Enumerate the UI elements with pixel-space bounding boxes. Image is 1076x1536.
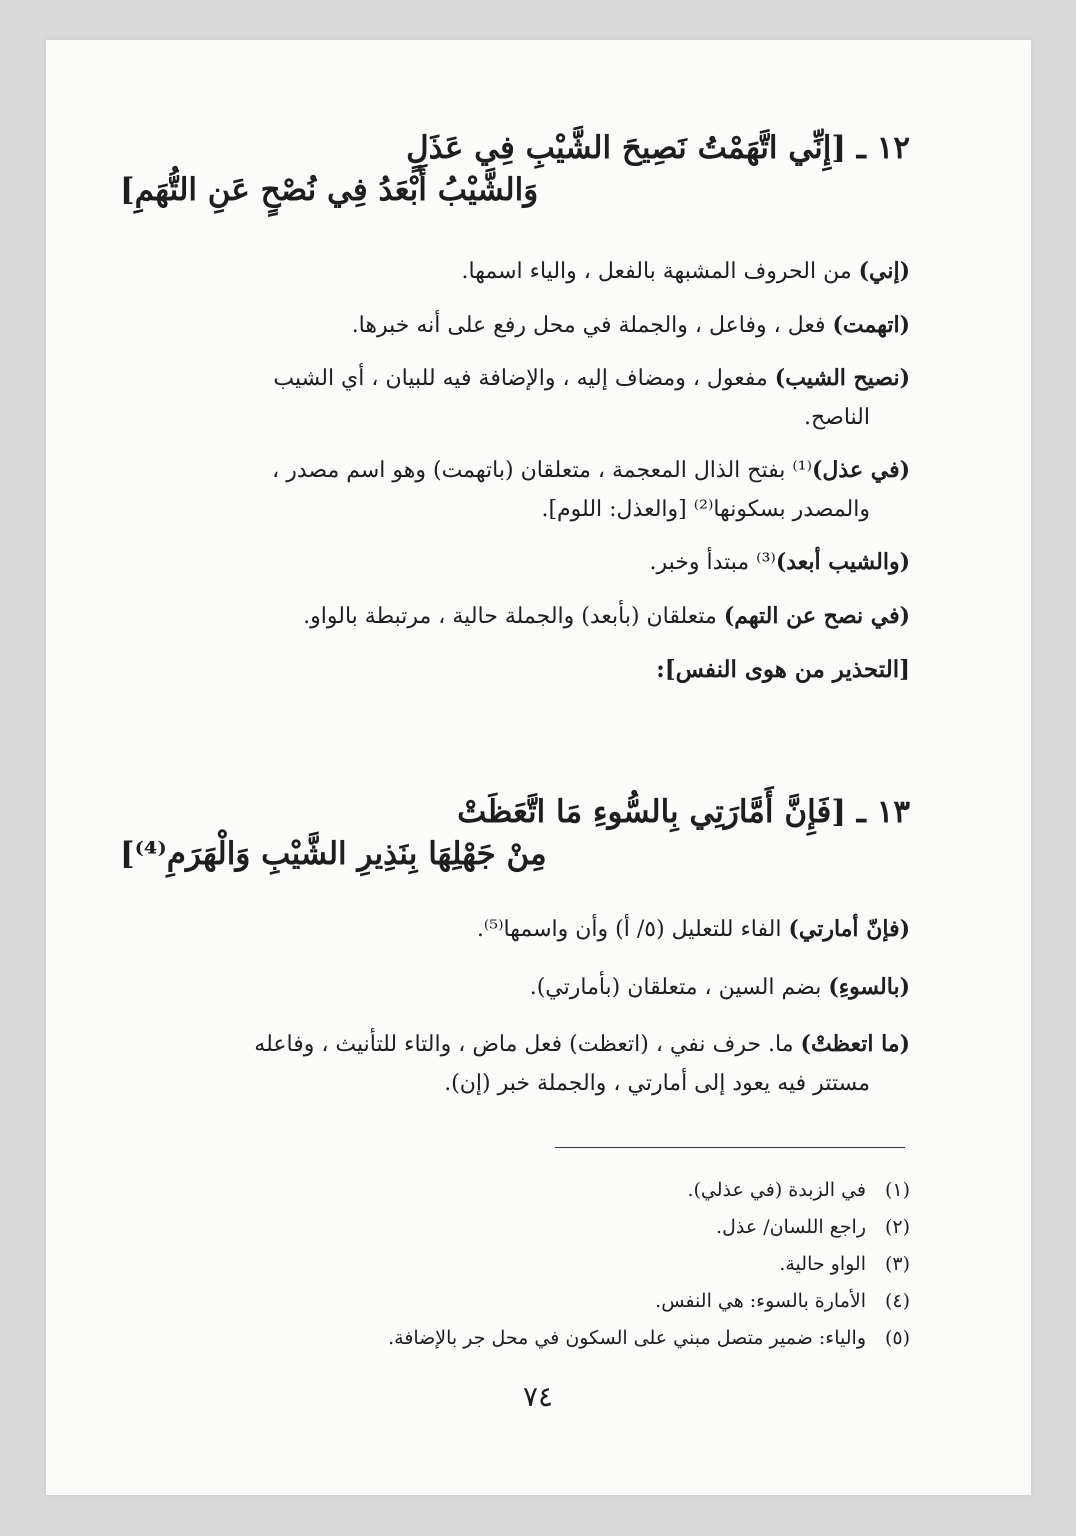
analysis-text: ما. حرف نفي ، (اتعظت) فعل ماض ، والتاء للتأنيث ، وفاعله <box>254 1032 801 1057</box>
footnotes <box>120 1172 910 1357</box>
verse-12-line-1: ١٢ ـ [إِنِّي اتَّهَمْتُ نَصِيحَ الشَّيْبِ فِي عَذَلٍ <box>406 130 910 166</box>
analysis-text: فعل ، وفاعل ، والجملة في محل رفع على أنه خبرها. <box>351 312 833 338</box>
analysis-text: الفاء للتعليل (٥/ أ) وأن واسمها⁽⁵⁾. <box>476 917 789 942</box>
verse-13 <box>120 792 910 876</box>
analysis-paragraph <box>120 597 910 637</box>
footnote-item <box>120 1209 910 1246</box>
analysis-paragraph <box>120 252 910 292</box>
footnote-separator <box>555 1147 905 1148</box>
analysis-12 <box>120 252 910 690</box>
verse-12-line-2: وَالشَّيْبُ أَبْعَدُ فِي نُصْحٍ عَنِ التُّهَمِ] <box>120 171 539 208</box>
analysis-paragraph <box>120 359 910 399</box>
footnote-number: (٣) <box>884 1253 910 1276</box>
analysis-paragraph <box>120 543 910 583</box>
footnote-number: (٢) <box>884 1216 910 1239</box>
analysis-term: (إني) <box>858 258 910 284</box>
analysis-continuation: مستتر فيه يعود إلى أمارتي ، والجملة خبر (إن). <box>444 1070 870 1096</box>
analysis-term: (في عذل) <box>812 457 910 483</box>
footnote-number: (١) <box>884 1179 910 1201</box>
analysis-text: من الحروف المشبهة بالفعل ، والياء اسمها. <box>461 259 859 284</box>
analysis-text: متعلقان (بأبعد) والجملة حالية ، مرتبطة بالواو. <box>303 603 724 629</box>
analysis-text: بضم السين ، متعلقان (بأمارتي). <box>529 974 829 1000</box>
analysis-paragraph <box>120 1025 910 1065</box>
verse-13-line-1: ١٣ ـ [فَإِنَّ أَمَّارَتِي بِالسُّوءِ مَا اتَّعَظَتْ <box>457 794 910 830</box>
analysis-term: (بالسوءِ) <box>828 973 910 1000</box>
analysis-term: (في نصح عن التهم) <box>723 602 910 629</box>
analysis-paragraph <box>120 451 910 491</box>
footnote-item <box>120 1320 910 1357</box>
footnote-text: والياء: ضمير متصل مبني على السكون في محل جر بالإضافة. <box>388 1327 866 1350</box>
analysis-continuation: الناصح. <box>803 404 870 430</box>
analysis-paragraph <box>120 306 910 346</box>
analysis-term: (فإنّ أمارتي) <box>788 916 910 942</box>
page-number: ٧٤ <box>522 1380 554 1413</box>
footnote-text: الواو حالية. <box>779 1253 866 1276</box>
analysis-paragraph <box>120 968 910 1008</box>
analysis-term: (نصيح الشيب) <box>774 365 910 391</box>
footnote-item <box>120 1246 910 1283</box>
footnote-text: الأمارة بالسوء: هي النفس. <box>655 1290 866 1313</box>
footnote-item <box>120 1172 910 1209</box>
analysis-text: ⁽³⁾ مبتدأ وخبر. <box>649 550 776 575</box>
analysis-13 <box>120 910 910 1103</box>
footnote-text: راجع اللسان/ عذل. <box>716 1216 866 1239</box>
verse-12 <box>120 128 910 212</box>
analysis-text: مفعول ، ومضاف إليه ، والإضافة فيه للبيان ، أي الشيب <box>273 366 775 391</box>
footnote-number: (٤) <box>884 1290 910 1313</box>
analysis-continuation: والمصدر بسكونها⁽²⁾ [والعذل: اللوم]. <box>541 496 870 522</box>
analysis-text: ⁽¹⁾ بفتح الذال المعجمة ، متعلقان (باتهمت) وهو اسم مصدر ، <box>272 458 812 483</box>
section-heading: [التحذير من هوى النفس]: <box>656 656 910 683</box>
analysis-term: (والشيب أبعد) <box>775 549 910 575</box>
analysis-term: (اتهمت) <box>832 311 910 338</box>
analysis-term: (ما اتعظتْ) <box>800 1031 910 1057</box>
analysis-paragraph <box>120 910 910 950</box>
footnote-text: في الزبدة (في عذلي). <box>687 1179 866 1201</box>
verse-13-line-2: مِنْ جَهْلِهَا بِنَذِيرِ الشَّيْبِ وَالْهَرَمِ⁽⁴⁾] <box>120 835 547 872</box>
footnote-item <box>120 1283 910 1320</box>
footnote-number: (٥) <box>884 1327 910 1350</box>
